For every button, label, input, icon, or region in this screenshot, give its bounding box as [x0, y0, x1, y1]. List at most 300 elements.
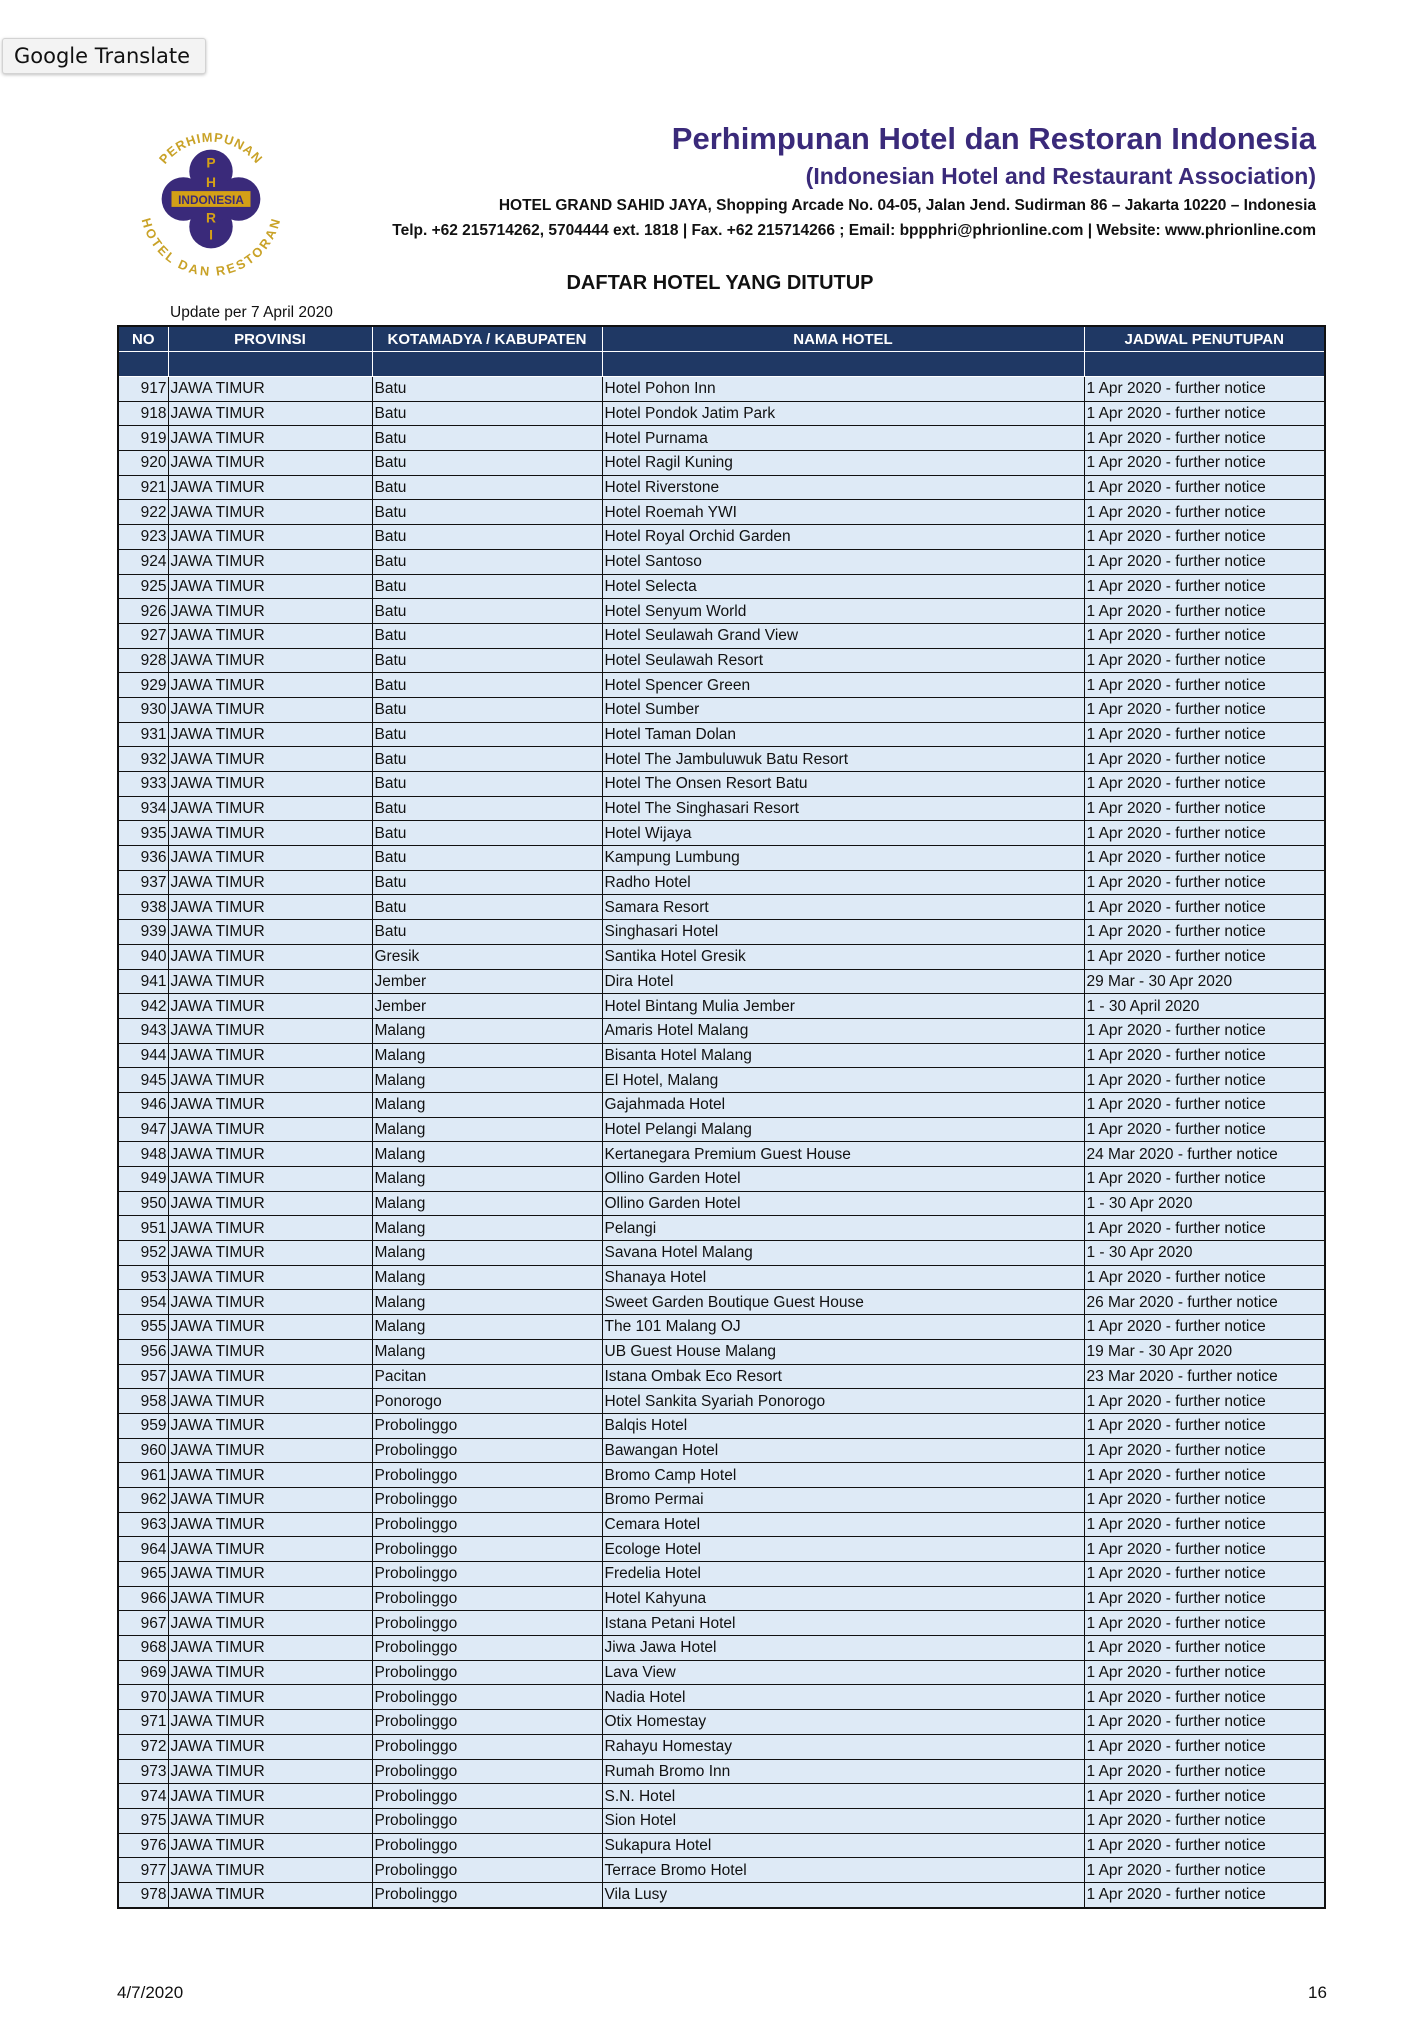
- cell-jadwal: 1 Apr 2020 - further notice: [1084, 1043, 1325, 1068]
- cell-no: 974: [118, 1784, 168, 1809]
- cell-jadwal: 1 Apr 2020 - further notice: [1084, 1167, 1325, 1192]
- cell-kotamadya: Batu: [372, 697, 602, 722]
- cell-kotamadya: Ponorogo: [372, 1389, 602, 1414]
- cell-no: 941: [118, 969, 168, 994]
- cell-kotamadya: Malang: [372, 1339, 602, 1364]
- cell-provinsi: JAWA TIMUR: [168, 648, 372, 673]
- cell-nama-hotel: Istana Petani Hotel: [602, 1611, 1084, 1636]
- cell-nama-hotel: Hotel Bintang Mulia Jember: [602, 994, 1084, 1019]
- cell-provinsi: JAWA TIMUR: [168, 1586, 372, 1611]
- table-row: [118, 1611, 1325, 1636]
- cell-provinsi: JAWA TIMUR: [168, 821, 372, 846]
- cell-jadwal: 1 Apr 2020 - further notice: [1084, 1759, 1325, 1784]
- cell-nama-hotel: Santika Hotel Gresik: [602, 944, 1084, 969]
- cell-no: 973: [118, 1759, 168, 1784]
- cell-nama-hotel: Bisanta Hotel Malang: [602, 1043, 1084, 1068]
- cell-nama-hotel: Hotel Senyum World: [602, 599, 1084, 624]
- table-row: [118, 920, 1325, 945]
- cell-provinsi: JAWA TIMUR: [168, 920, 372, 945]
- cell-provinsi: JAWA TIMUR: [168, 1167, 372, 1192]
- cell-kotamadya: Batu: [372, 870, 602, 895]
- cell-kotamadya: Malang: [372, 1216, 602, 1241]
- cell-no: 923: [118, 525, 168, 550]
- cell-jadwal: 1 Apr 2020 - further notice: [1084, 1487, 1325, 1512]
- cell-no: 917: [118, 377, 168, 402]
- cell-nama-hotel: Hotel Sankita Syariah Ponorogo: [602, 1389, 1084, 1414]
- table-row: [118, 1537, 1325, 1562]
- cell-no: 960: [118, 1438, 168, 1463]
- cell-kotamadya: Probolinggo: [372, 1833, 602, 1858]
- cell-provinsi: JAWA TIMUR: [168, 1018, 372, 1043]
- cell-no: 934: [118, 796, 168, 821]
- cell-kotamadya: Probolinggo: [372, 1413, 602, 1438]
- cell-kotamadya: Probolinggo: [372, 1710, 602, 1735]
- cell-provinsi: JAWA TIMUR: [168, 1092, 372, 1117]
- table-row: [118, 1808, 1325, 1833]
- table-row: [118, 1092, 1325, 1117]
- cell-nama-hotel: Hotel Pelangi Malang: [602, 1117, 1084, 1142]
- cell-provinsi: JAWA TIMUR: [168, 1265, 372, 1290]
- cell-no: 927: [118, 623, 168, 648]
- cell-nama-hotel: Sukapura Hotel: [602, 1833, 1084, 1858]
- cell-provinsi: JAWA TIMUR: [168, 969, 372, 994]
- table-row: [118, 475, 1325, 500]
- cell-no: 944: [118, 1043, 168, 1068]
- cell-provinsi: JAWA TIMUR: [168, 673, 372, 698]
- cell-provinsi: JAWA TIMUR: [168, 944, 372, 969]
- cell-nama-hotel: Nadia Hotel: [602, 1685, 1084, 1710]
- cell-no: 943: [118, 1018, 168, 1043]
- table-header-spacer: [118, 352, 1325, 377]
- cell-provinsi: JAWA TIMUR: [168, 1882, 372, 1907]
- cell-kotamadya: Malang: [372, 1290, 602, 1315]
- cell-jadwal: 1 Apr 2020 - further notice: [1084, 697, 1325, 722]
- table-row: [118, 1167, 1325, 1192]
- cell-kotamadya: Batu: [372, 426, 602, 451]
- cell-kotamadya: Batu: [372, 549, 602, 574]
- cell-no: 924: [118, 549, 168, 574]
- cell-kotamadya: Probolinggo: [372, 1487, 602, 1512]
- cell-jadwal: 1 Apr 2020 - further notice: [1084, 1315, 1325, 1340]
- cell-provinsi: JAWA TIMUR: [168, 1784, 372, 1809]
- table-row: [118, 1858, 1325, 1883]
- cell-provinsi: JAWA TIMUR: [168, 377, 372, 402]
- cell-provinsi: JAWA TIMUR: [168, 772, 372, 797]
- cell-nama-hotel: Lava View: [602, 1660, 1084, 1685]
- cell-no: 926: [118, 599, 168, 624]
- google-translate-button[interactable]: Google Translate: [2, 38, 206, 74]
- table-row: [118, 1315, 1325, 1340]
- cell-provinsi: JAWA TIMUR: [168, 500, 372, 525]
- cell-jadwal: 26 Mar 2020 - further notice: [1084, 1290, 1325, 1315]
- cell-nama-hotel: Hotel The Onsen Resort Batu: [602, 772, 1084, 797]
- cell-jadwal: 1 Apr 2020 - further notice: [1084, 451, 1325, 476]
- cell-jadwal: 1 Apr 2020 - further notice: [1084, 1710, 1325, 1735]
- cell-provinsi: JAWA TIMUR: [168, 1685, 372, 1710]
- org-name: Perhimpunan Hotel dan Restoran Indonesia: [671, 121, 1316, 156]
- cell-nama-hotel: Hotel Santoso: [602, 549, 1084, 574]
- table-row: [118, 1191, 1325, 1216]
- table-row: [118, 1216, 1325, 1241]
- cell-provinsi: JAWA TIMUR: [168, 1339, 372, 1364]
- cell-kotamadya: Pacitan: [372, 1364, 602, 1389]
- cell-no: 961: [118, 1463, 168, 1488]
- cell-no: 929: [118, 673, 168, 698]
- cell-kotamadya: Batu: [372, 599, 602, 624]
- cell-provinsi: JAWA TIMUR: [168, 574, 372, 599]
- logo-letter-r: R: [206, 209, 216, 226]
- cell-nama-hotel: Hotel Seulawah Grand View: [602, 623, 1084, 648]
- cell-provinsi: JAWA TIMUR: [168, 1463, 372, 1488]
- table-row: [118, 648, 1325, 673]
- cell-jadwal: 1 Apr 2020 - further notice: [1084, 1413, 1325, 1438]
- cell-no: 978: [118, 1882, 168, 1907]
- cell-jadwal: 1 Apr 2020 - further notice: [1084, 1018, 1325, 1043]
- cell-kotamadya: Batu: [372, 895, 602, 920]
- cell-no: 947: [118, 1117, 168, 1142]
- cell-no: 967: [118, 1611, 168, 1636]
- cell-jadwal: 1 Apr 2020 - further notice: [1084, 944, 1325, 969]
- table-row: [118, 377, 1325, 402]
- cell-kotamadya: Batu: [372, 722, 602, 747]
- table-row: [118, 1290, 1325, 1315]
- cell-kotamadya: Probolinggo: [372, 1784, 602, 1809]
- cell-nama-hotel: Hotel Roemah YWI: [602, 500, 1084, 525]
- cell-jadwal: 1 Apr 2020 - further notice: [1084, 1660, 1325, 1685]
- cell-nama-hotel: Singhasari Hotel: [602, 920, 1084, 945]
- cell-no: 952: [118, 1241, 168, 1266]
- table-row: [118, 747, 1325, 772]
- cell-provinsi: JAWA TIMUR: [168, 623, 372, 648]
- cell-provinsi: JAWA TIMUR: [168, 895, 372, 920]
- cell-provinsi: JAWA TIMUR: [168, 722, 372, 747]
- cell-jadwal: 1 Apr 2020 - further notice: [1084, 1463, 1325, 1488]
- cell-nama-hotel: Hotel Purnama: [602, 426, 1084, 451]
- cell-kotamadya: Probolinggo: [372, 1562, 602, 1587]
- table-row: [118, 944, 1325, 969]
- cell-jadwal: 1 Apr 2020 - further notice: [1084, 1389, 1325, 1414]
- cell-nama-hotel: Cemara Hotel: [602, 1512, 1084, 1537]
- cell-nama-hotel: Rahayu Homestay: [602, 1734, 1084, 1759]
- cell-kotamadya: Gresik: [372, 944, 602, 969]
- cell-no: 918: [118, 401, 168, 426]
- table-row: [118, 549, 1325, 574]
- table-row: [118, 994, 1325, 1019]
- cell-jadwal: 1 Apr 2020 - further notice: [1084, 1833, 1325, 1858]
- table-row: [118, 1660, 1325, 1685]
- cell-nama-hotel: Hotel Kahyuna: [602, 1586, 1084, 1611]
- cell-provinsi: JAWA TIMUR: [168, 1660, 372, 1685]
- cell-kotamadya: Batu: [372, 451, 602, 476]
- table-row: [118, 870, 1325, 895]
- cell-kotamadya: Malang: [372, 1018, 602, 1043]
- cell-nama-hotel: Ollino Garden Hotel: [602, 1191, 1084, 1216]
- cell-provinsi: JAWA TIMUR: [168, 1734, 372, 1759]
- cell-nama-hotel: Gajahmada Hotel: [602, 1092, 1084, 1117]
- cell-provinsi: JAWA TIMUR: [168, 1710, 372, 1735]
- phri-logo: [132, 120, 290, 278]
- org-contact: Telp. +62 215714262, 5704444 ext. 1818 | Fax. +62 215714266 ; Email: bppphri@phrionline.com | Website: www.phrionline.com: [392, 222, 1316, 239]
- cell-jadwal: 1 Apr 2020 - further notice: [1084, 920, 1325, 945]
- cell-provinsi: JAWA TIMUR: [168, 1290, 372, 1315]
- cell-kotamadya: Probolinggo: [372, 1685, 602, 1710]
- table-row: [118, 1487, 1325, 1512]
- cell-jadwal: 29 Mar - 30 Apr 2020: [1084, 969, 1325, 994]
- cell-kotamadya: Batu: [372, 574, 602, 599]
- cell-provinsi: JAWA TIMUR: [168, 1858, 372, 1883]
- cell-no: 956: [118, 1339, 168, 1364]
- cell-provinsi: JAWA TIMUR: [168, 1808, 372, 1833]
- table-row: [118, 1882, 1325, 1907]
- cell-nama-hotel: Jiwa Jawa Hotel: [602, 1636, 1084, 1661]
- cell-jadwal: 1 Apr 2020 - further notice: [1084, 1858, 1325, 1883]
- table-row: [118, 623, 1325, 648]
- table-row: [118, 846, 1325, 871]
- cell-nama-hotel: Kertanegara Premium Guest House: [602, 1142, 1084, 1167]
- org-subtitle: (Indonesian Hotel and Restaurant Association): [805, 163, 1316, 189]
- cell-no: 975: [118, 1808, 168, 1833]
- table-row: [118, 1438, 1325, 1463]
- table-row: [118, 1562, 1325, 1587]
- cell-provinsi: JAWA TIMUR: [168, 599, 372, 624]
- cell-nama-hotel: S.N. Hotel: [602, 1784, 1084, 1809]
- cell-no: 931: [118, 722, 168, 747]
- cell-kotamadya: Malang: [372, 1092, 602, 1117]
- cell-no: 954: [118, 1290, 168, 1315]
- table-row: [118, 1463, 1325, 1488]
- cell-provinsi: JAWA TIMUR: [168, 525, 372, 550]
- table-row: [118, 1734, 1325, 1759]
- table-row: [118, 1043, 1325, 1068]
- cell-provinsi: JAWA TIMUR: [168, 1068, 372, 1093]
- cell-provinsi: JAWA TIMUR: [168, 1438, 372, 1463]
- cell-jadwal: 1 - 30 Apr 2020: [1084, 1191, 1325, 1216]
- table-row: [118, 1241, 1325, 1266]
- column-header-no: NO: [118, 326, 168, 352]
- cell-kotamadya: Malang: [372, 1191, 602, 1216]
- table-row: [118, 821, 1325, 846]
- cell-no: 971: [118, 1710, 168, 1735]
- cell-jadwal: 1 Apr 2020 - further notice: [1084, 1265, 1325, 1290]
- column-header-kotamadya: KOTAMADYA / KABUPATEN: [372, 326, 602, 352]
- table-row: [118, 1784, 1325, 1809]
- cell-no: 940: [118, 944, 168, 969]
- cell-jadwal: 1 Apr 2020 - further notice: [1084, 1784, 1325, 1809]
- table-row: [118, 1068, 1325, 1093]
- cell-kotamadya: Jember: [372, 969, 602, 994]
- cell-kotamadya: Batu: [372, 377, 602, 402]
- cell-provinsi: JAWA TIMUR: [168, 846, 372, 871]
- cell-kotamadya: Probolinggo: [372, 1463, 602, 1488]
- cell-provinsi: JAWA TIMUR: [168, 1487, 372, 1512]
- cell-provinsi: JAWA TIMUR: [168, 1636, 372, 1661]
- table-row: [118, 1142, 1325, 1167]
- cell-nama-hotel: Dira Hotel: [602, 969, 1084, 994]
- cell-kotamadya: Batu: [372, 796, 602, 821]
- cell-kotamadya: Probolinggo: [372, 1734, 602, 1759]
- cell-nama-hotel: Hotel Royal Orchid Garden: [602, 525, 1084, 550]
- cell-jadwal: 1 Apr 2020 - further notice: [1084, 1586, 1325, 1611]
- cell-provinsi: JAWA TIMUR: [168, 1216, 372, 1241]
- cell-jadwal: 19 Mar - 30 Apr 2020: [1084, 1339, 1325, 1364]
- cell-kotamadya: Batu: [372, 747, 602, 772]
- cell-no: 928: [118, 648, 168, 673]
- cell-provinsi: JAWA TIMUR: [168, 1759, 372, 1784]
- table-row: [118, 574, 1325, 599]
- table-row: [118, 1265, 1325, 1290]
- cell-jadwal: 1 Apr 2020 - further notice: [1084, 1882, 1325, 1907]
- cell-no: 966: [118, 1586, 168, 1611]
- hotel-table: [117, 325, 1326, 1909]
- cell-provinsi: JAWA TIMUR: [168, 1364, 372, 1389]
- cell-no: 968: [118, 1636, 168, 1661]
- cell-provinsi: JAWA TIMUR: [168, 1413, 372, 1438]
- cell-jadwal: 1 Apr 2020 - further notice: [1084, 1512, 1325, 1537]
- cell-provinsi: JAWA TIMUR: [168, 1389, 372, 1414]
- cell-no: 925: [118, 574, 168, 599]
- cell-nama-hotel: Otix Homestay: [602, 1710, 1084, 1735]
- cell-provinsi: JAWA TIMUR: [168, 1537, 372, 1562]
- cell-jadwal: 1 - 30 Apr 2020: [1084, 1241, 1325, 1266]
- cell-kotamadya: Malang: [372, 1265, 602, 1290]
- cell-no: 950: [118, 1191, 168, 1216]
- cell-jadwal: 1 Apr 2020 - further notice: [1084, 772, 1325, 797]
- table-row: [118, 451, 1325, 476]
- cell-nama-hotel: Sion Hotel: [602, 1808, 1084, 1833]
- cell-kotamadya: Malang: [372, 1117, 602, 1142]
- cell-no: 930: [118, 697, 168, 722]
- cell-jadwal: 1 Apr 2020 - further notice: [1084, 747, 1325, 772]
- cell-kotamadya: Probolinggo: [372, 1808, 602, 1833]
- cell-nama-hotel: Hotel Wijaya: [602, 821, 1084, 846]
- cell-kotamadya: Batu: [372, 500, 602, 525]
- column-header-jadwal: JADWAL PENUTUPAN: [1084, 326, 1325, 352]
- org-address: HOTEL GRAND SAHID JAYA, Shopping Arcade No. 04-05, Jalan Jend. Sudirman 86 – Jakarta 10220 – Indonesia: [498, 197, 1316, 214]
- table-row: [118, 401, 1325, 426]
- cell-jadwal: 1 Apr 2020 - further notice: [1084, 426, 1325, 451]
- table-row: [118, 1339, 1325, 1364]
- table-row: [118, 525, 1325, 550]
- cell-jadwal: 1 Apr 2020 - further notice: [1084, 796, 1325, 821]
- table-row: [118, 722, 1325, 747]
- table-row: [118, 1710, 1325, 1735]
- table-row: [118, 697, 1325, 722]
- cell-no: 936: [118, 846, 168, 871]
- cell-kotamadya: Probolinggo: [372, 1636, 602, 1661]
- cell-jadwal: 1 Apr 2020 - further notice: [1084, 846, 1325, 871]
- cell-jadwal: 1 Apr 2020 - further notice: [1084, 623, 1325, 648]
- cell-nama-hotel: Fredelia Hotel: [602, 1562, 1084, 1587]
- cell-jadwal: 1 Apr 2020 - further notice: [1084, 870, 1325, 895]
- cell-jadwal: 1 Apr 2020 - further notice: [1084, 648, 1325, 673]
- cell-provinsi: JAWA TIMUR: [168, 1142, 372, 1167]
- table-row: [118, 1364, 1325, 1389]
- cell-jadwal: 1 Apr 2020 - further notice: [1084, 1808, 1325, 1833]
- cell-nama-hotel: Bromo Camp Hotel: [602, 1463, 1084, 1488]
- cell-kotamadya: Probolinggo: [372, 1586, 602, 1611]
- cell-nama-hotel: Radho Hotel: [602, 870, 1084, 895]
- cell-provinsi: JAWA TIMUR: [168, 747, 372, 772]
- cell-nama-hotel: Samara Resort: [602, 895, 1084, 920]
- table-row: [118, 426, 1325, 451]
- cell-no: 964: [118, 1537, 168, 1562]
- cell-jadwal: 1 Apr 2020 - further notice: [1084, 599, 1325, 624]
- cell-provinsi: JAWA TIMUR: [168, 994, 372, 1019]
- cell-no: 951: [118, 1216, 168, 1241]
- table-row: [118, 673, 1325, 698]
- cell-no: 976: [118, 1833, 168, 1858]
- cell-provinsi: JAWA TIMUR: [168, 796, 372, 821]
- table-row: [118, 599, 1325, 624]
- cell-kotamadya: Probolinggo: [372, 1660, 602, 1685]
- cell-jadwal: 23 Mar 2020 - further notice: [1084, 1364, 1325, 1389]
- cell-nama-hotel: Hotel Taman Dolan: [602, 722, 1084, 747]
- cell-provinsi: JAWA TIMUR: [168, 401, 372, 426]
- cell-kotamadya: Batu: [372, 846, 602, 871]
- cell-jadwal: 1 Apr 2020 - further notice: [1084, 500, 1325, 525]
- table-row: [118, 1636, 1325, 1661]
- cell-nama-hotel: Bromo Permai: [602, 1487, 1084, 1512]
- cell-kotamadya: Batu: [372, 623, 602, 648]
- footer-date: 4/7/2020: [117, 1983, 184, 2002]
- cell-jadwal: 1 Apr 2020 - further notice: [1084, 1734, 1325, 1759]
- cell-kotamadya: Batu: [372, 525, 602, 550]
- cell-no: 955: [118, 1315, 168, 1340]
- table-row: [118, 772, 1325, 797]
- cell-jadwal: 1 Apr 2020 - further notice: [1084, 673, 1325, 698]
- table-row: [118, 1018, 1325, 1043]
- cell-no: 932: [118, 747, 168, 772]
- column-header-provinsi: PROVINSI: [168, 326, 372, 352]
- cell-no: 963: [118, 1512, 168, 1537]
- table-row: [118, 1759, 1325, 1784]
- cell-kotamadya: Batu: [372, 673, 602, 698]
- cell-jadwal: 1 Apr 2020 - further notice: [1084, 377, 1325, 402]
- cell-kotamadya: Malang: [372, 1043, 602, 1068]
- cell-nama-hotel: Sweet Garden Boutique Guest House: [602, 1290, 1084, 1315]
- cell-kotamadya: Batu: [372, 475, 602, 500]
- cell-nama-hotel: Pelangi: [602, 1216, 1084, 1241]
- cell-nama-hotel: Rumah Bromo Inn: [602, 1759, 1084, 1784]
- cell-provinsi: JAWA TIMUR: [168, 451, 372, 476]
- table-row: [118, 1389, 1325, 1414]
- cell-provinsi: JAWA TIMUR: [168, 1117, 372, 1142]
- cell-nama-hotel: Terrace Bromo Hotel: [602, 1858, 1084, 1883]
- table-row: [118, 895, 1325, 920]
- cell-nama-hotel: Hotel Pohon Inn: [602, 377, 1084, 402]
- cell-nama-hotel: Hotel Seulawah Resort: [602, 648, 1084, 673]
- cell-provinsi: JAWA TIMUR: [168, 549, 372, 574]
- cell-jadwal: 1 Apr 2020 - further notice: [1084, 821, 1325, 846]
- cell-jadwal: 1 Apr 2020 - further notice: [1084, 574, 1325, 599]
- cell-jadwal: 1 Apr 2020 - further notice: [1084, 895, 1325, 920]
- cell-kotamadya: Malang: [372, 1167, 602, 1192]
- cell-nama-hotel: Vila Lusy: [602, 1882, 1084, 1907]
- cell-kotamadya: Jember: [372, 994, 602, 1019]
- cell-provinsi: JAWA TIMUR: [168, 1562, 372, 1587]
- cell-no: 946: [118, 1092, 168, 1117]
- cell-no: 938: [118, 895, 168, 920]
- table-row: [118, 1685, 1325, 1710]
- cell-kotamadya: Batu: [372, 401, 602, 426]
- cell-kotamadya: Probolinggo: [372, 1512, 602, 1537]
- cell-nama-hotel: Balqis Hotel: [602, 1413, 1084, 1438]
- cell-nama-hotel: Hotel The Singhasari Resort: [602, 796, 1084, 821]
- cell-no: 965: [118, 1562, 168, 1587]
- cell-no: 921: [118, 475, 168, 500]
- cell-provinsi: JAWA TIMUR: [168, 1512, 372, 1537]
- cell-jadwal: 1 Apr 2020 - further notice: [1084, 1537, 1325, 1562]
